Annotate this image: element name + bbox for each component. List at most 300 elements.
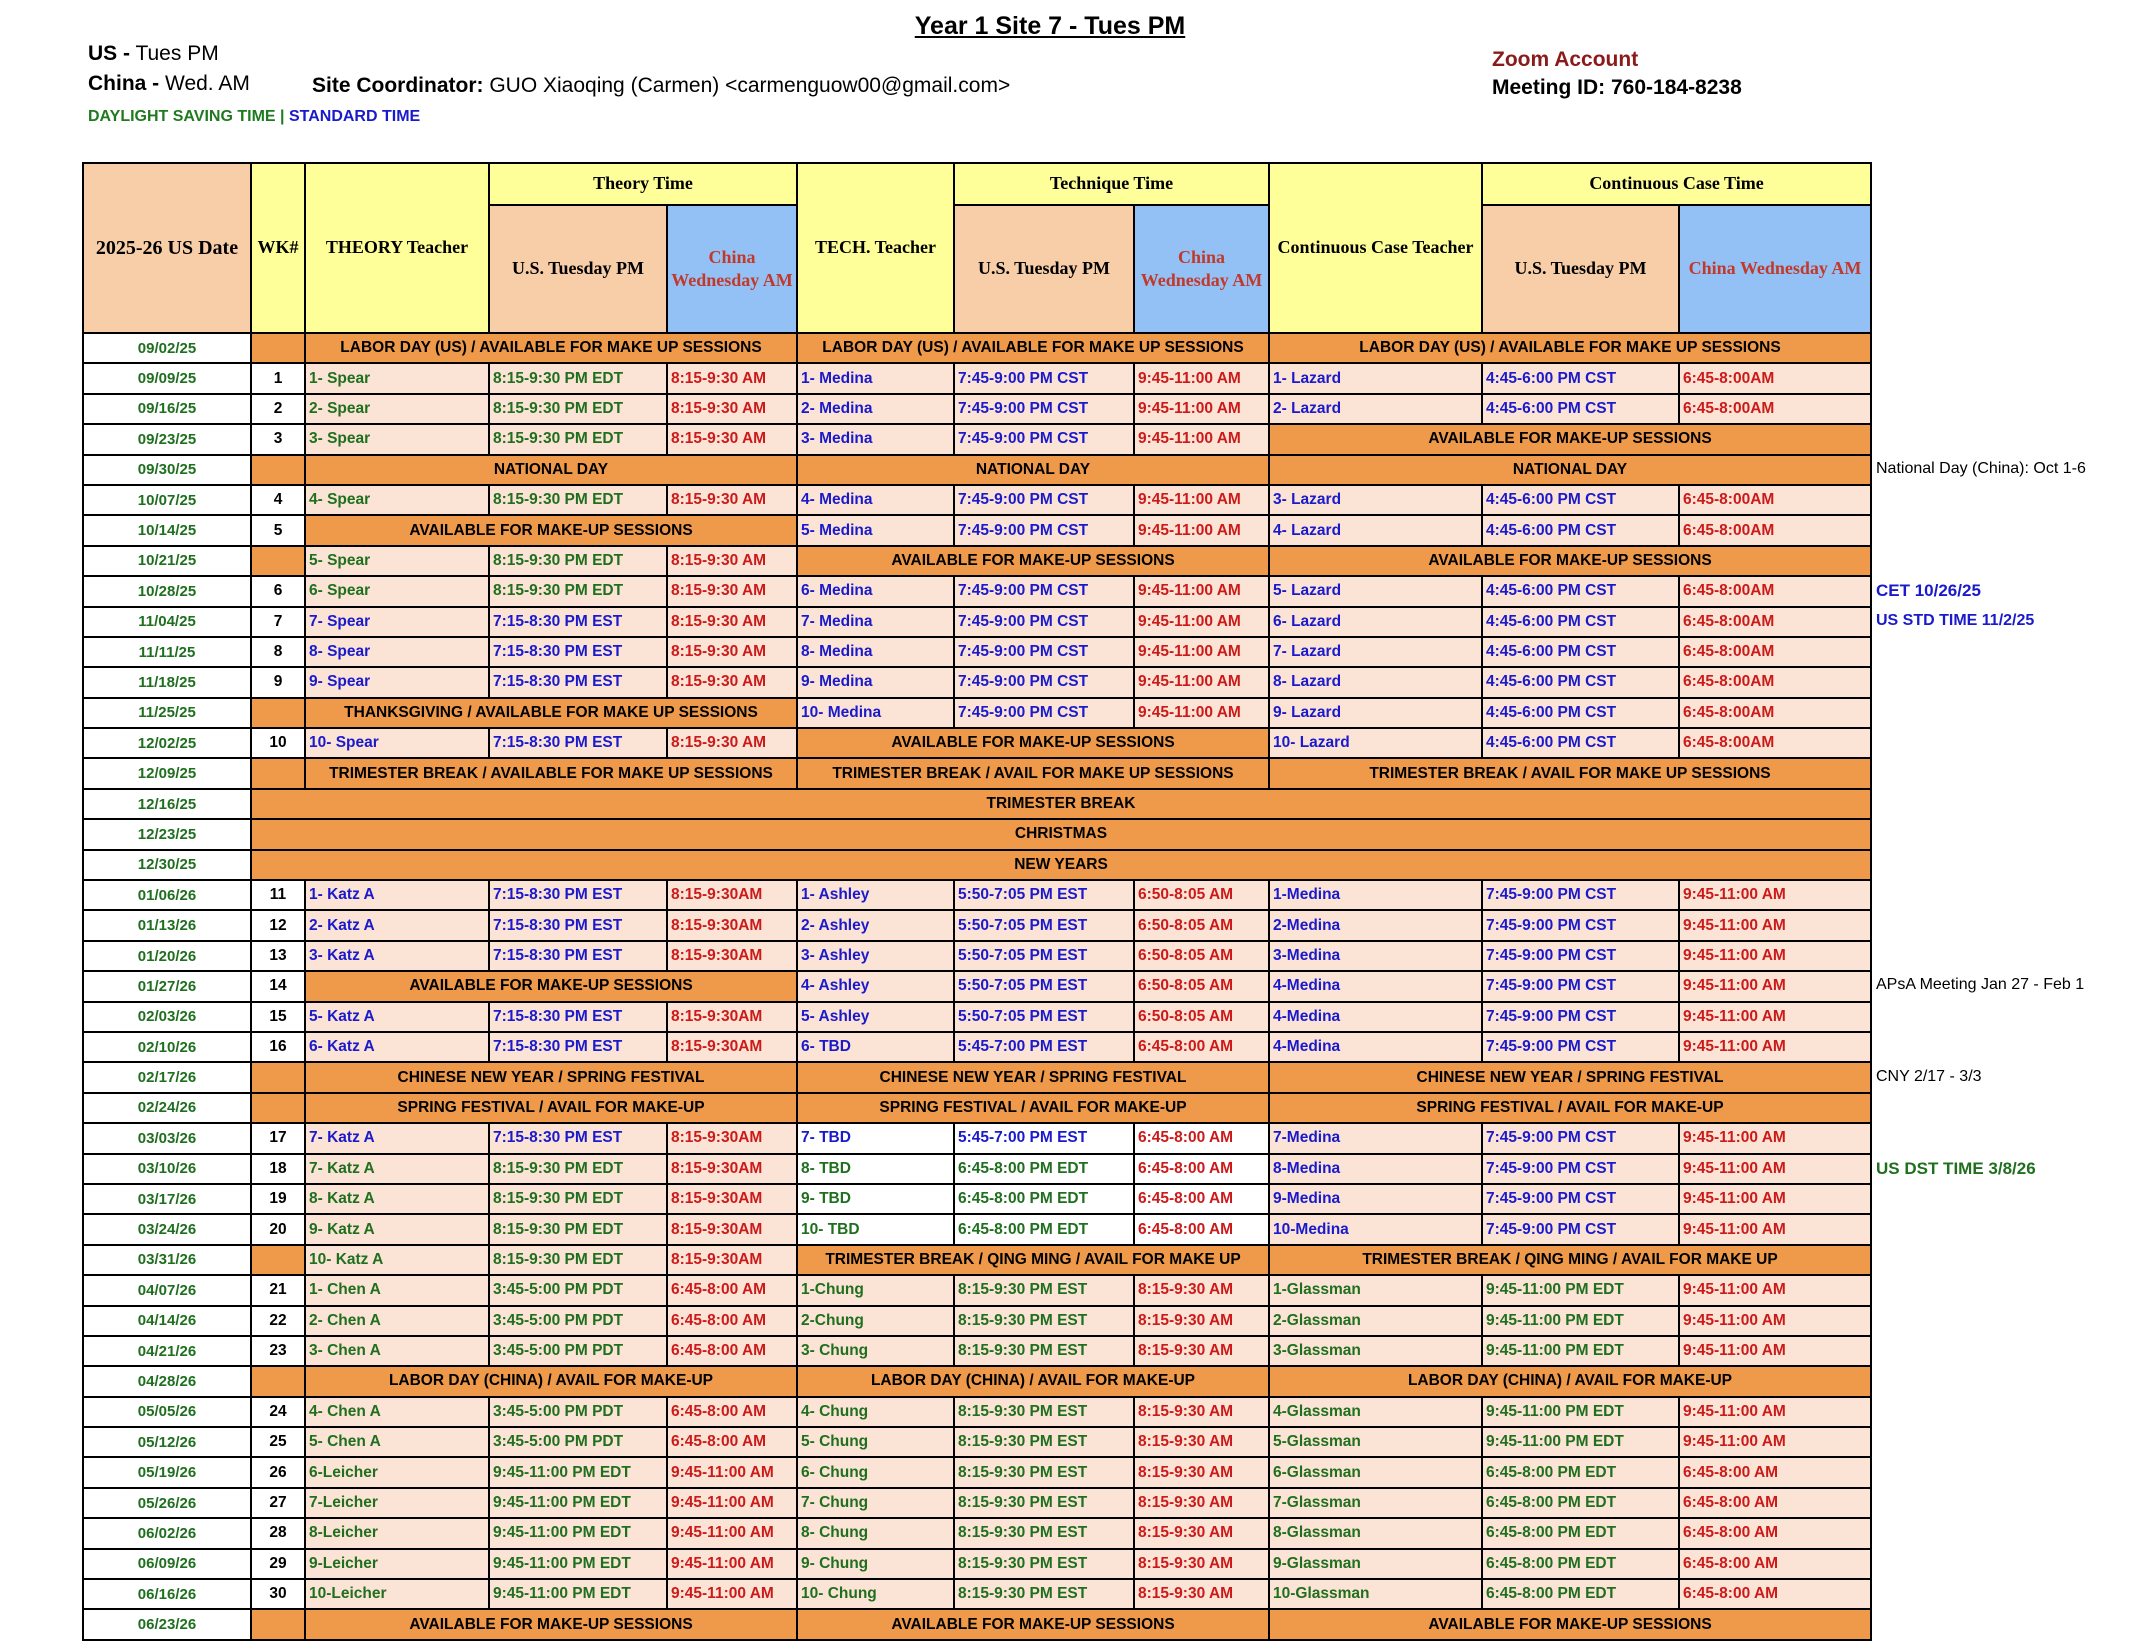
case-china-time: 6:45-8:00AM	[1679, 698, 1871, 728]
header-case-time: Continuous Case Time	[1482, 163, 1871, 205]
case-teacher: 7-Medina	[1269, 1123, 1482, 1153]
table-row	[83, 1579, 1871, 1609]
technique-teacher: 3- Medina	[797, 424, 954, 454]
theory-teacher: 9- Katz A	[305, 1214, 489, 1244]
theory-us-time: 8:15-9:30 PM EDT	[489, 546, 667, 576]
case-us-time: 4:45-6:00 PM CST	[1482, 485, 1679, 515]
row-date: 11/04/25	[83, 607, 251, 637]
page-title: Year 1 Site 7 - Tues PM	[914, 12, 1186, 40]
row-date: 02/10/26	[83, 1032, 251, 1062]
table-row	[83, 1154, 1871, 1184]
case-china-time: 9:45-11:00 AM	[1679, 1123, 1871, 1153]
theory-event: LABOR DAY (CHINA) / AVAIL FOR MAKE-UP	[305, 1366, 797, 1396]
theory-china-time: 8:15-9:30 AM	[667, 607, 797, 637]
case-china-time: 6:45-8:00AM	[1679, 363, 1871, 393]
technique-us-time: 7:45-9:00 PM CST	[954, 485, 1134, 515]
row-date: 09/16/25	[83, 394, 251, 424]
theory-event: AVAILABLE FOR MAKE-UP SESSIONS	[305, 971, 797, 1001]
case-teacher: 2-Medina	[1269, 910, 1482, 940]
case-teacher: 10- Lazard	[1269, 728, 1482, 758]
theory-china-time: 8:15-9:30AM	[667, 1184, 797, 1214]
case-teacher: 4-Medina	[1269, 1032, 1482, 1062]
row-date: 05/05/26	[83, 1397, 251, 1427]
row-date: 04/14/26	[83, 1306, 251, 1336]
theory-us-time: 8:15-9:30 PM EDT	[489, 1245, 667, 1275]
std-legend: STANDARD TIME	[288, 108, 421, 125]
row-date: 12/16/25	[83, 789, 251, 819]
theory-china-time: 8:15-9:30AM	[667, 1002, 797, 1032]
technique-teacher: 3- Ashley	[797, 941, 954, 971]
theory-teacher: 2- Katz A	[305, 910, 489, 940]
row-date: 01/13/26	[83, 910, 251, 940]
technique-china-time: 8:15-9:30 AM	[1134, 1488, 1269, 1518]
case-us-time: 4:45-6:00 PM CST	[1482, 667, 1679, 697]
row-week: 19	[251, 1184, 305, 1214]
technique-china-time: 9:45-11:00 AM	[1134, 424, 1269, 454]
row-date: 01/20/26	[83, 941, 251, 971]
case-us-time: 6:45-8:00 PM EDT	[1482, 1549, 1679, 1579]
table-row	[83, 1366, 1871, 1396]
case-teacher: 5-Glassman	[1269, 1427, 1482, 1457]
technique-us-time: 8:15-9:30 PM EST	[954, 1336, 1134, 1366]
row-week: 2	[251, 394, 305, 424]
case-teacher: 3-Glassman	[1269, 1336, 1482, 1366]
case-us-time: 7:45-9:00 PM CST	[1482, 971, 1679, 1001]
row-week: 17	[251, 1123, 305, 1153]
case-china-time: 6:45-8:00 AM	[1679, 1549, 1871, 1579]
technique-china-time: 6:50-8:05 AM	[1134, 941, 1269, 971]
row-week: 27	[251, 1488, 305, 1518]
table-row	[83, 1518, 1871, 1548]
theory-teacher: 1- Katz A	[305, 880, 489, 910]
row-date: 09/23/25	[83, 424, 251, 454]
side-note: CET 10/26/25	[1876, 581, 1981, 601]
case-china-time: 6:45-8:00AM	[1679, 394, 1871, 424]
table-row	[83, 850, 1871, 880]
row-week: 6	[251, 576, 305, 606]
case-us-time: 4:45-6:00 PM CST	[1482, 607, 1679, 637]
technique-china-time: 8:15-9:30 AM	[1134, 1518, 1269, 1548]
case-china-time: 6:45-8:00AM	[1679, 667, 1871, 697]
row-week: 22	[251, 1306, 305, 1336]
table-row	[83, 515, 1871, 545]
case-teacher: 8-Medina	[1269, 1154, 1482, 1184]
case-us-time: 7:45-9:00 PM CST	[1482, 1214, 1679, 1244]
theory-us-time: 7:15-8:30 PM EST	[489, 667, 667, 697]
theory-event: CHINESE NEW YEAR / SPRING FESTIVAL	[305, 1062, 797, 1092]
row-week	[251, 1366, 305, 1396]
technique-teacher: 6- Chung	[797, 1457, 954, 1487]
row-date: 03/24/26	[83, 1214, 251, 1244]
theory-teacher: 7- Spear	[305, 607, 489, 637]
header-case-teacher: Continuous Case Teacher	[1269, 163, 1482, 333]
case-us-time: 4:45-6:00 PM CST	[1482, 515, 1679, 545]
case-us-time: 9:45-11:00 PM EDT	[1482, 1397, 1679, 1427]
theory-china-time: 9:45-11:00 AM	[667, 1518, 797, 1548]
theory-teacher: 7- Katz A	[305, 1154, 489, 1184]
technique-teacher: 9- Medina	[797, 667, 954, 697]
case-us-time: 4:45-6:00 PM CST	[1482, 394, 1679, 424]
technique-china-time: 8:15-9:30 AM	[1134, 1427, 1269, 1457]
theory-us-time: 3:45-5:00 PM PDT	[489, 1275, 667, 1305]
header-tech-teacher: TECH. Teacher	[797, 163, 954, 333]
header-case-china: China Wednesday AM	[1679, 205, 1871, 333]
case-event: LABOR DAY (CHINA) / AVAIL FOR MAKE-UP	[1269, 1366, 1871, 1396]
schedule-table	[82, 162, 1872, 1641]
row-week: 28	[251, 1518, 305, 1548]
theory-us-time: 3:45-5:00 PM PDT	[489, 1397, 667, 1427]
row-week: 14	[251, 971, 305, 1001]
technique-event: SPRING FESTIVAL / AVAIL FOR MAKE-UP	[797, 1093, 1269, 1123]
theory-china-time: 8:15-9:30AM	[667, 1214, 797, 1244]
theory-teacher: 6- Spear	[305, 576, 489, 606]
row-date: 11/18/25	[83, 667, 251, 697]
row-date: 11/25/25	[83, 698, 251, 728]
technique-china-time: 8:15-9:30 AM	[1134, 1579, 1269, 1609]
theory-china-time: 8:15-9:30 AM	[667, 394, 797, 424]
technique-us-time: 8:15-9:30 PM EST	[954, 1549, 1134, 1579]
case-us-time: 7:45-9:00 PM CST	[1482, 941, 1679, 971]
zoom-account-label: Zoom Account	[1492, 48, 1639, 71]
row-week: 5	[251, 515, 305, 545]
case-china-time: 9:45-11:00 AM	[1679, 1306, 1871, 1336]
theory-china-time: 6:45-8:00 AM	[667, 1275, 797, 1305]
technique-teacher: 2-Chung	[797, 1306, 954, 1336]
technique-china-time: 6:45-8:00 AM	[1134, 1214, 1269, 1244]
case-china-time: 6:45-8:00 AM	[1679, 1457, 1871, 1487]
case-teacher: 9- Lazard	[1269, 698, 1482, 728]
technique-teacher: 4- Medina	[797, 485, 954, 515]
technique-china-time: 9:45-11:00 AM	[1134, 363, 1269, 393]
row-week: 30	[251, 1579, 305, 1609]
row-week	[251, 1093, 305, 1123]
theory-china-time: 6:45-8:00 AM	[667, 1306, 797, 1336]
case-teacher: 4-Medina	[1269, 1002, 1482, 1032]
technique-us-time: 8:15-9:30 PM EST	[954, 1427, 1134, 1457]
row-date: 03/17/26	[83, 1184, 251, 1214]
technique-china-time: 8:15-9:30 AM	[1134, 1457, 1269, 1487]
us-value: Tues PM	[130, 42, 219, 65]
theory-china-time: 8:15-9:30AM	[667, 1123, 797, 1153]
theory-china-time: 8:15-9:30 AM	[667, 485, 797, 515]
case-event: NATIONAL DAY	[1269, 455, 1871, 485]
table-row	[83, 637, 1871, 667]
row-week: 9	[251, 667, 305, 697]
table-row	[83, 1457, 1871, 1487]
technique-china-time: 6:45-8:00 AM	[1134, 1154, 1269, 1184]
technique-us-time: 5:45-7:00 PM EST	[954, 1123, 1134, 1153]
case-china-time: 6:45-8:00AM	[1679, 576, 1871, 606]
theory-china-time: 9:45-11:00 AM	[667, 1457, 797, 1487]
technique-teacher: 5- Ashley	[797, 1002, 954, 1032]
row-date: 09/09/25	[83, 363, 251, 393]
theory-us-time: 8:15-9:30 PM EDT	[489, 485, 667, 515]
header-wk: WK#	[251, 163, 305, 333]
technique-teacher: 1-Chung	[797, 1275, 954, 1305]
technique-teacher: 7- Chung	[797, 1488, 954, 1518]
case-us-time: 9:45-11:00 PM EDT	[1482, 1427, 1679, 1457]
theory-teacher: 8- Katz A	[305, 1184, 489, 1214]
case-china-time: 9:45-11:00 AM	[1679, 880, 1871, 910]
case-us-time: 4:45-6:00 PM CST	[1482, 728, 1679, 758]
technique-china-time: 9:45-11:00 AM	[1134, 485, 1269, 515]
side-note: US STD TIME 11/2/25	[1876, 611, 2035, 629]
row-week: 26	[251, 1457, 305, 1487]
full-row-event: TRIMESTER BREAK	[251, 789, 1871, 819]
technique-china-time: 6:50-8:05 AM	[1134, 910, 1269, 940]
technique-teacher: 8- Chung	[797, 1518, 954, 1548]
theory-china-time: 8:15-9:30AM	[667, 910, 797, 940]
technique-us-time: 7:45-9:00 PM CST	[954, 394, 1134, 424]
table-row	[83, 546, 1871, 576]
theory-event: THANKSGIVING / AVAILABLE FOR MAKE UP SESSIONS	[305, 698, 797, 728]
case-teacher: 2-Glassman	[1269, 1306, 1482, 1336]
row-week: 7	[251, 607, 305, 637]
table-row	[83, 1184, 1871, 1214]
case-us-time: 7:45-9:00 PM CST	[1482, 910, 1679, 940]
theory-china-time: 8:15-9:30 AM	[667, 424, 797, 454]
theory-us-time: 8:15-9:30 PM EDT	[489, 363, 667, 393]
case-china-time: 9:45-11:00 AM	[1679, 1336, 1871, 1366]
case-china-time: 6:45-8:00 AM	[1679, 1579, 1871, 1609]
technique-event: TRIMESTER BREAK / AVAIL FOR MAKE UP SESSIONS	[797, 758, 1269, 788]
theory-us-time: 9:45-11:00 PM EDT	[489, 1457, 667, 1487]
technique-us-time: 5:45-7:00 PM EST	[954, 1032, 1134, 1062]
technique-us-time: 8:15-9:30 PM EST	[954, 1397, 1134, 1427]
case-china-time: 9:45-11:00 AM	[1679, 1154, 1871, 1184]
theory-china-time: 8:15-9:30AM	[667, 1154, 797, 1184]
row-week	[251, 333, 305, 363]
row-week: 23	[251, 1336, 305, 1366]
row-date: 04/07/26	[83, 1275, 251, 1305]
theory-us-time: 8:15-9:30 PM EDT	[489, 424, 667, 454]
row-date: 01/06/26	[83, 880, 251, 910]
theory-us-time: 7:15-8:30 PM EST	[489, 941, 667, 971]
row-date: 01/27/26	[83, 971, 251, 1001]
case-china-time: 6:45-8:00AM	[1679, 607, 1871, 637]
technique-us-time: 7:45-9:00 PM CST	[954, 576, 1134, 606]
case-teacher: 10-Medina	[1269, 1214, 1482, 1244]
header-theory-teacher: THEORY Teacher	[305, 163, 489, 333]
case-event: TRIMESTER BREAK / AVAIL FOR MAKE UP SESSIONS	[1269, 758, 1871, 788]
case-teacher: 4-Glassman	[1269, 1397, 1482, 1427]
row-week	[251, 758, 305, 788]
technique-china-time: 9:45-11:00 AM	[1134, 637, 1269, 667]
case-us-time: 6:45-8:00 PM EDT	[1482, 1488, 1679, 1518]
theory-event: SPRING FESTIVAL / AVAIL FOR MAKE-UP	[305, 1093, 797, 1123]
theory-us-time: 3:45-5:00 PM PDT	[489, 1336, 667, 1366]
case-teacher: 1-Medina	[1269, 880, 1482, 910]
theory-us-time: 7:15-8:30 PM EST	[489, 637, 667, 667]
theory-teacher: 10-Leicher	[305, 1579, 489, 1609]
row-week: 18	[251, 1154, 305, 1184]
side-note: APsA Meeting Jan 27 - Feb 1	[1876, 976, 2085, 994]
row-week: 1	[251, 363, 305, 393]
case-china-time: 9:45-11:00 AM	[1679, 1214, 1871, 1244]
case-event: AVAILABLE FOR MAKE-UP SESSIONS	[1269, 1609, 1871, 1639]
theory-china-time: 6:45-8:00 AM	[667, 1336, 797, 1366]
case-china-time: 6:45-8:00AM	[1679, 515, 1871, 545]
case-china-time: 6:45-8:00 AM	[1679, 1518, 1871, 1548]
row-week	[251, 1245, 305, 1275]
case-us-time: 7:45-9:00 PM CST	[1482, 1154, 1679, 1184]
theory-china-time: 8:15-9:30AM	[667, 1032, 797, 1062]
theory-china-time: 8:15-9:30 AM	[667, 546, 797, 576]
row-week: 15	[251, 1002, 305, 1032]
technique-us-time: 6:45-8:00 PM EDT	[954, 1184, 1134, 1214]
table-row	[83, 1609, 1871, 1639]
technique-china-time: 8:15-9:30 AM	[1134, 1275, 1269, 1305]
technique-teacher: 4- Ashley	[797, 971, 954, 1001]
case-teacher: 4-Medina	[1269, 971, 1482, 1001]
theory-us-time: 3:45-5:00 PM PDT	[489, 1306, 667, 1336]
theory-china-time: 8:15-9:30 AM	[667, 667, 797, 697]
meeting-id[interactable]: Meeting ID: 760-184-8238	[1492, 76, 1742, 99]
technique-us-time: 7:45-9:00 PM CST	[954, 515, 1134, 545]
technique-china-time: 8:15-9:30 AM	[1134, 1306, 1269, 1336]
side-note: CNY 2/17 - 3/3	[1876, 1067, 1982, 1085]
header-tech-time: Technique Time	[954, 163, 1269, 205]
case-china-time: 6:45-8:00AM	[1679, 637, 1871, 667]
table-row	[83, 1245, 1871, 1275]
case-us-time: 9:45-11:00 PM EDT	[1482, 1306, 1679, 1336]
table-row	[83, 1002, 1871, 1032]
table-row	[83, 455, 1871, 485]
theory-teacher: 5- Chen A	[305, 1427, 489, 1457]
table-row	[83, 1427, 1871, 1457]
technique-teacher: 8- TBD	[797, 1154, 954, 1184]
table-row	[83, 728, 1871, 758]
technique-teacher: 10- Chung	[797, 1579, 954, 1609]
technique-event: NATIONAL DAY	[797, 455, 1269, 485]
technique-us-time: 7:45-9:00 PM CST	[954, 607, 1134, 637]
row-date: 06/02/26	[83, 1518, 251, 1548]
case-teacher: 1- Lazard	[1269, 363, 1482, 393]
case-china-time: 6:45-8:00AM	[1679, 728, 1871, 758]
technique-us-time: 7:45-9:00 PM CST	[954, 667, 1134, 697]
table-row	[83, 363, 1871, 393]
theory-event: LABOR DAY (US) / AVAILABLE FOR MAKE UP SESSIONS	[305, 333, 797, 363]
site-coordinator	[312, 74, 1010, 98]
case-teacher: 4- Lazard	[1269, 515, 1482, 545]
row-date: 02/24/26	[83, 1093, 251, 1123]
theory-china-time: 9:45-11:00 AM	[667, 1579, 797, 1609]
theory-event: TRIMESTER BREAK / AVAILABLE FOR MAKE UP SESSIONS	[305, 758, 797, 788]
theory-us-time: 9:45-11:00 PM EDT	[489, 1549, 667, 1579]
case-teacher: 8- Lazard	[1269, 667, 1482, 697]
row-date: 03/10/26	[83, 1154, 251, 1184]
case-china-time: 9:45-11:00 AM	[1679, 971, 1871, 1001]
theory-us-time: 7:15-8:30 PM EST	[489, 1123, 667, 1153]
technique-teacher: 6- Medina	[797, 576, 954, 606]
theory-china-time: 9:45-11:00 AM	[667, 1488, 797, 1518]
theory-teacher: 2- Chen A	[305, 1306, 489, 1336]
case-teacher: 9-Medina	[1269, 1184, 1482, 1214]
theory-teacher: 3- Chen A	[305, 1336, 489, 1366]
theory-teacher: 8-Leicher	[305, 1518, 489, 1548]
case-event: SPRING FESTIVAL / AVAIL FOR MAKE-UP	[1269, 1093, 1871, 1123]
case-teacher: 6- Lazard	[1269, 607, 1482, 637]
case-teacher: 5- Lazard	[1269, 576, 1482, 606]
theory-teacher: 3- Spear	[305, 424, 489, 454]
technique-event: CHINESE NEW YEAR / SPRING FESTIVAL	[797, 1062, 1269, 1092]
theory-us-time: 7:15-8:30 PM EST	[489, 880, 667, 910]
theory-teacher: 8- Spear	[305, 637, 489, 667]
us-schedule-line	[88, 42, 219, 66]
coordinator-value: GUO Xiaoqing (Carmen) <carmenguow00@gmail.com>	[483, 74, 1011, 97]
table-row	[83, 1488, 1871, 1518]
technique-china-time: 9:45-11:00 AM	[1134, 667, 1269, 697]
technique-china-time: 9:45-11:00 AM	[1134, 515, 1269, 545]
technique-teacher: 9- Chung	[797, 1549, 954, 1579]
row-date: 09/02/25	[83, 333, 251, 363]
row-week: 20	[251, 1214, 305, 1244]
technique-us-time: 5:50-7:05 PM EST	[954, 1002, 1134, 1032]
technique-china-time: 9:45-11:00 AM	[1134, 698, 1269, 728]
theory-china-time: 8:15-9:30 AM	[667, 576, 797, 606]
technique-us-time: 8:15-9:30 PM EST	[954, 1275, 1134, 1305]
technique-us-time: 5:50-7:05 PM EST	[954, 971, 1134, 1001]
schedule-body	[83, 333, 1871, 1640]
row-date: 10/14/25	[83, 515, 251, 545]
dst-legend: DAYLIGHT SAVING TIME |	[88, 108, 285, 125]
row-date: 12/09/25	[83, 758, 251, 788]
technique-teacher: 10- Medina	[797, 698, 954, 728]
row-date: 11/11/25	[83, 637, 251, 667]
case-china-time: 6:45-8:00 AM	[1679, 1488, 1871, 1518]
theory-us-time: 7:15-8:30 PM EST	[489, 607, 667, 637]
technique-teacher: 5- Chung	[797, 1427, 954, 1457]
technique-china-time: 6:50-8:05 AM	[1134, 971, 1269, 1001]
case-china-time: 9:45-11:00 AM	[1679, 910, 1871, 940]
technique-us-time: 8:15-9:30 PM EST	[954, 1518, 1134, 1548]
technique-teacher: 8- Medina	[797, 637, 954, 667]
technique-china-time: 9:45-11:00 AM	[1134, 576, 1269, 606]
theory-teacher: 6- Katz A	[305, 1032, 489, 1062]
row-date: 10/21/25	[83, 546, 251, 576]
row-date: 06/23/26	[83, 1609, 251, 1639]
technique-event: LABOR DAY (US) / AVAILABLE FOR MAKE UP SESSIONS	[797, 333, 1269, 363]
technique-teacher: 5- Medina	[797, 515, 954, 545]
row-date: 10/07/25	[83, 485, 251, 515]
technique-us-time: 6:45-8:00 PM EDT	[954, 1154, 1134, 1184]
technique-teacher: 1- Medina	[797, 363, 954, 393]
case-teacher: 10-Glassman	[1269, 1579, 1482, 1609]
theory-china-time: 8:15-9:30 AM	[667, 363, 797, 393]
technique-us-time: 5:50-7:05 PM EST	[954, 880, 1134, 910]
theory-event: NATIONAL DAY	[305, 455, 797, 485]
table-row	[83, 1549, 1871, 1579]
case-event: TRIMESTER BREAK / QING MING / AVAIL FOR MAKE UP	[1269, 1245, 1871, 1275]
row-week: 16	[251, 1032, 305, 1062]
full-row-event: NEW YEARS	[251, 850, 1871, 880]
table-row	[83, 1275, 1871, 1305]
technique-teacher: 2- Medina	[797, 394, 954, 424]
technique-us-time: 7:45-9:00 PM CST	[954, 424, 1134, 454]
technique-us-time: 8:15-9:30 PM EST	[954, 1488, 1134, 1518]
row-week: 29	[251, 1549, 305, 1579]
theory-teacher: 1- Chen A	[305, 1275, 489, 1305]
theory-us-time: 7:15-8:30 PM EST	[489, 1002, 667, 1032]
technique-us-time: 5:50-7:05 PM EST	[954, 941, 1134, 971]
case-teacher: 2- Lazard	[1269, 394, 1482, 424]
table-row	[83, 1032, 1871, 1062]
theory-us-time: 9:45-11:00 PM EDT	[489, 1579, 667, 1609]
technique-teacher: 7- Medina	[797, 607, 954, 637]
technique-china-time: 6:45-8:00 AM	[1134, 1032, 1269, 1062]
technique-us-time: 8:15-9:30 PM EST	[954, 1306, 1134, 1336]
case-us-time: 7:45-9:00 PM CST	[1482, 880, 1679, 910]
